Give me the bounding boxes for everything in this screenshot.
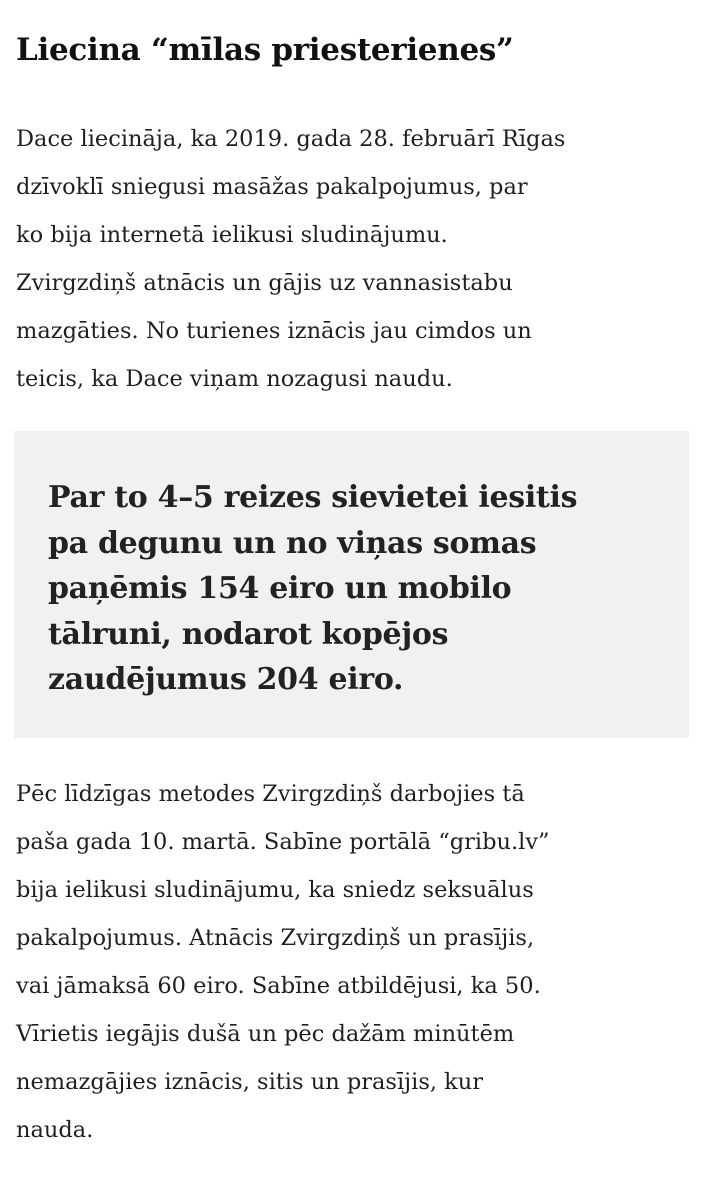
paragraph-line: Pēc līdzīgas metodes Zvirgzdiņš darbojies tā: [16, 781, 525, 807]
paragraph-line: mazgāties. No turienes iznācis jau cimdos un: [16, 318, 532, 344]
pull-quote-line: paņēmis 154 eiro un mobilo: [48, 571, 512, 606]
paragraph-line: dzīvoklī sniegusi masāžas pakalpojumus, par: [16, 174, 528, 200]
paragraph-line: paša gada 10. martā. Sabīne portālā “gribu.lv”: [16, 829, 550, 855]
paragraph-2: [16, 770, 692, 1154]
paragraph-line: nemazgājies iznācis, sitis un prasījis, kur: [16, 1069, 484, 1095]
paragraph-1: [16, 115, 692, 403]
pull-quote-line: pa degunu un no viņas somas: [48, 525, 537, 561]
pull-quote-line: tālruni, nodarot kopējos: [48, 616, 449, 652]
pull-quote-line: Par to 4–5 reizes sievietei iesitis: [48, 480, 578, 515]
paragraph-line: vai jāmaksā 60 eiro. Sabīne atbildējusi, ka 50.: [16, 973, 541, 999]
pull-quote-box: [14, 431, 689, 738]
paragraph-line: teicis, ka Dace viņam nozagusi naudu.: [16, 366, 453, 392]
paragraph-line: Dace liecināja, ka 2019. gada 28. februārī Rīgas: [16, 126, 566, 152]
paragraph-line: ko bija internetā ielikusi sludinājumu.: [16, 222, 448, 248]
section-heading: Liecina “mīlas priesterienes”: [16, 32, 514, 68]
paragraph-line: Vīrietis iegājis dušā un pēc dažām minūtēm: [16, 1021, 515, 1047]
pull-quote-line: zaudējumus 204 eiro.: [48, 662, 404, 697]
paragraph-line: Zvirgzdiņš atnācis un gājis uz vannasistabu: [16, 270, 513, 296]
pull-quote-text: [48, 475, 678, 703]
paragraph-line: bija ielikusi sludinājumu, ka sniedz seksuālus: [16, 877, 534, 903]
paragraph-line: nauda.: [16, 1117, 94, 1143]
paragraph-line: pakalpojumus. Atnācis Zvirgzdiņš un prasījis,: [16, 925, 535, 951]
